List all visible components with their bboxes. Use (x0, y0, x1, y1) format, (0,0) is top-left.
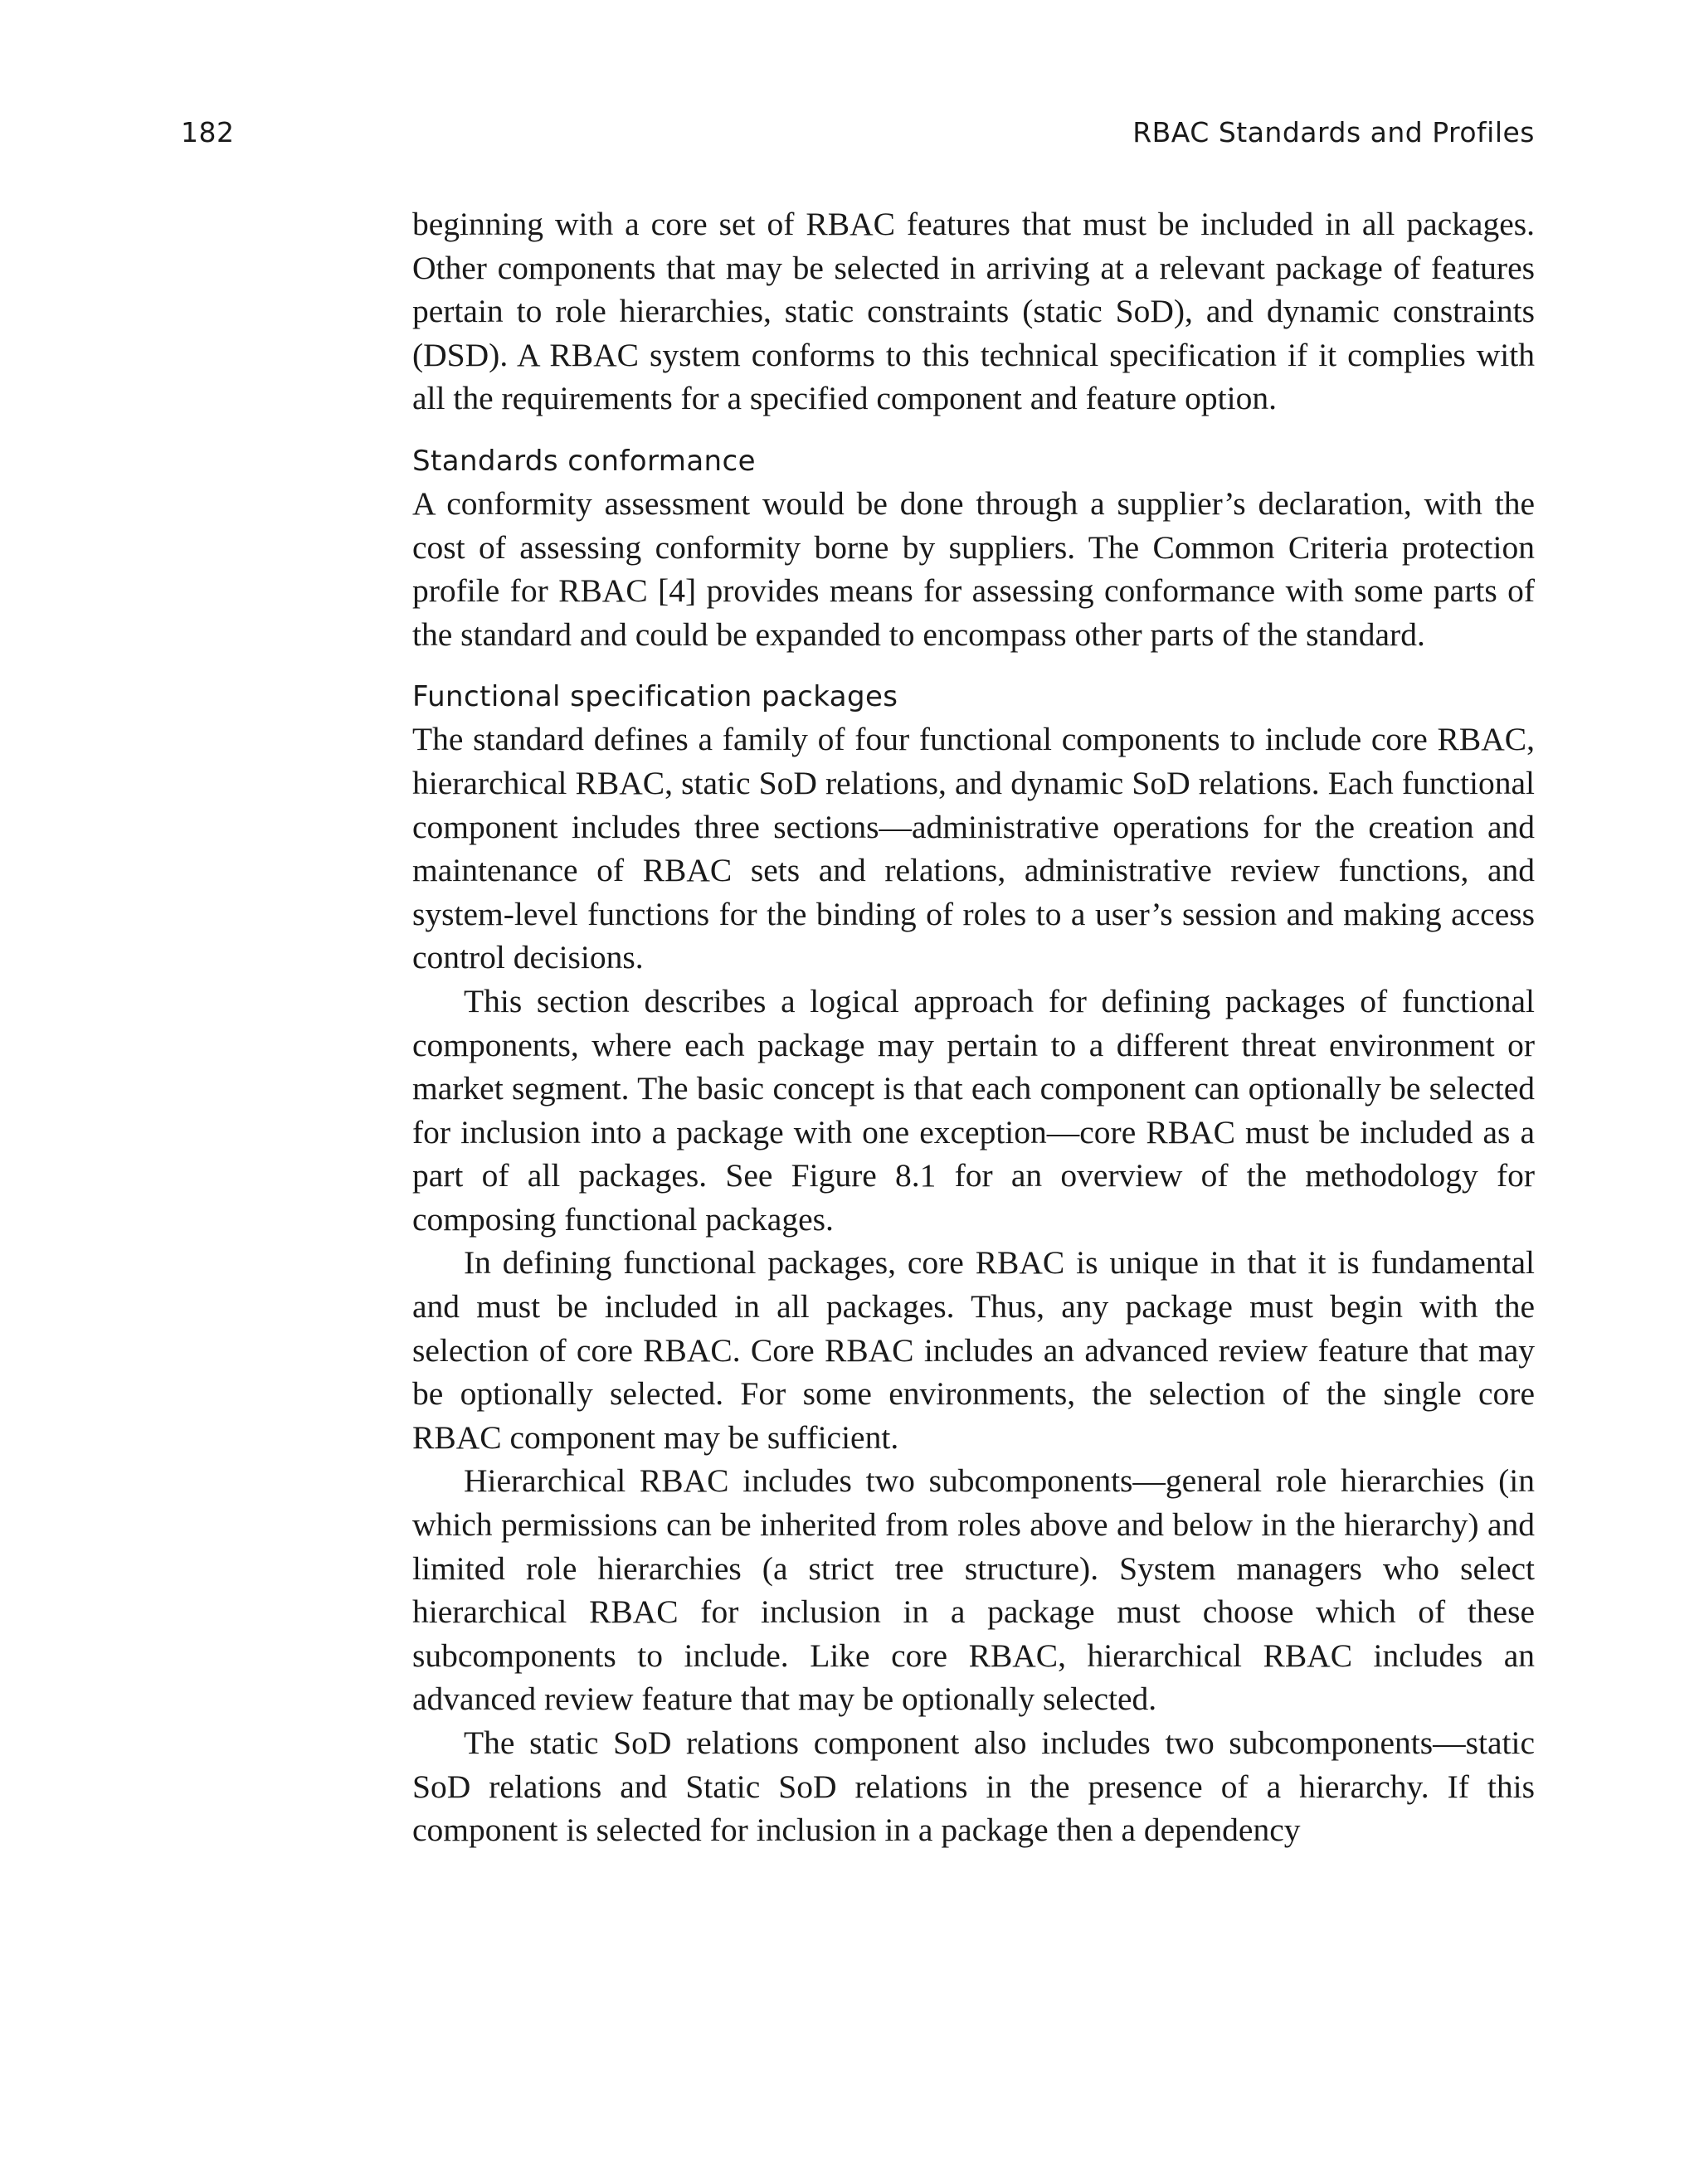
functional-packages-paragraph-5: The static SoD relations component also includes two subcomponents—static SoD relations and Static SoD relations in the presence of a hierarchy. If this component is selected for inclusion in a package then a dependency (412, 1724, 1535, 1849)
running-head (181, 116, 1535, 158)
running-title: RBAC Standards and Profiles (1132, 116, 1535, 148)
functional-packages-paragraph-2: This section describes a logical approach for defining packages of functional components, where each package may pertain to a different threat environment or market segment. The basic concept is that each component can optionally be selected for inclusion into a package with one exception—core RBAC must be included as a part of all packages. See Figure 8.1 for an overview of the methodology for composing functional packages. (412, 982, 1535, 1238)
body-text (412, 202, 1535, 1852)
section-heading-functional-specification-packages: Functional specification packages (412, 680, 898, 714)
standards-conformance-paragraph: A conformity assessment would be done through a supplier’s declaration, with the cost of assessing conformity borne by suppliers. The Common Criteria protection profile for RBAC [4] provides means for assessing conformance with some parts of the standard and could be expanded to encompass other parts of the standard. (412, 484, 1535, 653)
page-number: 182 (181, 116, 235, 148)
intro-paragraph: beginning with a core set of RBAC features that must be included in all packages. Other components that may be selected in arriving at a relevant package of features pertain to role hierarchies, static constraints (static SoD), and dynamic constraints (DSD). A RBAC system conforms to this technical specification if it complies with all the requirements for a specified component and feature option. (412, 206, 1535, 417)
functional-packages-paragraph-3: In defining functional packages, core RBAC is unique in that it is fundamental and must be included in all packages. Thus, any package must begin with the selection of core RBAC. Core RBAC includes an advanced review feature that may be optionally selected. For some environments, the selection of the single core RBAC component may be sufficient. (412, 1244, 1535, 1456)
section-heading-standards-conformance: Standards conformance (412, 444, 756, 478)
functional-packages-paragraph-4: Hierarchical RBAC includes two subcomponents—general role hierarchies (in which permissions can be inherited from roles above and below in the hierarchy) and limited role hierarchies (a strict tree structure). System managers who select hierarchical RBAC for inclusion in a package must choose which of these subcomponents to include. Like core RBAC, hierarchical RBAC includes an advanced review feature that may be optionally selected. (412, 1462, 1535, 1718)
functional-packages-paragraph-1: The standard defines a family of four functional components to include core RBAC, hierarchical RBAC, static SoD relations, and dynamic SoD relations. Each functional component includes three sections—administrative operations for the creation and maintenance of RBAC sets and relations, administrative review functions, and system-level functions for the binding of roles to a user’s session and making access control decisions. (412, 721, 1535, 976)
